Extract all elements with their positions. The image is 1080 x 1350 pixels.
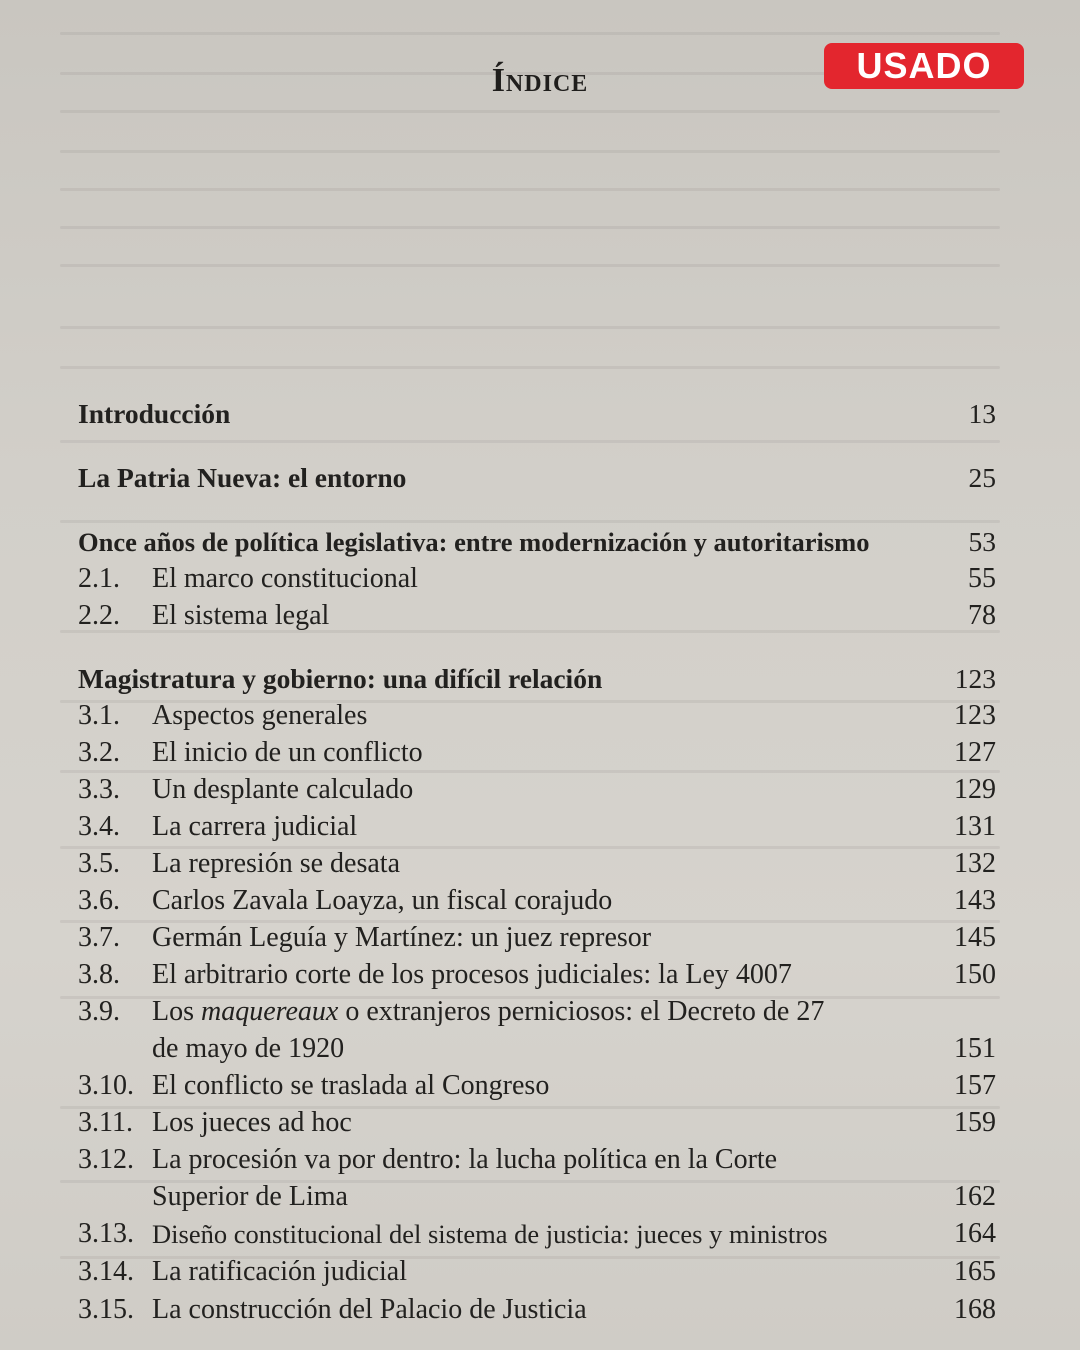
toc-page-number: 150 — [954, 959, 996, 990]
show-through-line — [60, 366, 1000, 369]
toc-page-number: 159 — [954, 1107, 996, 1138]
toc-label: La procesión va por dentro: la lucha política en la Corte — [152, 1144, 778, 1175]
toc-label-italic: maquereaux — [201, 996, 339, 1027]
toc-section-number: 3.7. — [78, 922, 120, 953]
toc-label-continuation: de mayo de 1920 — [152, 1033, 345, 1064]
toc-page-number: 143 — [954, 885, 996, 916]
toc-chapter — [78, 396, 996, 432]
toc-section — [78, 809, 996, 845]
toc-label: Carlos Zavala Loayza, un fiscal corajudo — [152, 885, 613, 916]
toc-section — [78, 735, 996, 771]
toc-label-part: o extranjeros perniciosos: el Decreto de 27 — [338, 996, 825, 1027]
toc-section — [78, 1292, 996, 1328]
toc-chapter — [78, 661, 996, 697]
show-through-line — [60, 32, 1000, 35]
toc-page-number: 123 — [954, 700, 996, 731]
toc-section — [78, 846, 996, 882]
toc-section — [78, 1105, 996, 1141]
toc-label: El inicio de un conflicto — [152, 737, 423, 768]
toc-section — [78, 994, 996, 1030]
toc-page-number: 151 — [954, 1033, 996, 1064]
toc-page-number: 145 — [954, 922, 996, 953]
used-badge: USADO — [824, 43, 1024, 89]
toc-section-number: 3.10. — [78, 1070, 134, 1101]
toc-label: El arbitrario corte de los procesos judiciales: la Ley 4007 — [152, 959, 792, 990]
toc-label: La Patria Nueva: el entorno — [78, 462, 407, 493]
toc-section-number: 3.14. — [78, 1256, 134, 1287]
toc-section-number: 3.1. — [78, 700, 120, 731]
toc-section — [78, 920, 996, 956]
toc-section-number: 3.15. — [78, 1294, 134, 1325]
toc-label: La ratificación judicial — [152, 1256, 407, 1287]
toc-label: Los jueces ad hoc — [152, 1107, 352, 1138]
toc-label: El sistema legal — [152, 600, 330, 631]
toc-section-number: 3.4. — [78, 811, 120, 842]
toc-section-number: 2.2. — [78, 600, 120, 631]
page-title: Índice — [491, 62, 589, 99]
toc-chapter — [78, 460, 996, 496]
toc-section — [78, 772, 996, 808]
show-through-line — [60, 520, 1000, 523]
show-through-line — [60, 110, 1000, 113]
toc-page-number: 53 — [968, 526, 996, 557]
toc-label-continuation: Superior de Lima — [152, 1181, 348, 1212]
toc-section-number: 3.6. — [78, 885, 120, 916]
toc-page-number: 127 — [954, 737, 996, 768]
toc-label: Germán Leguía y Martínez: un juez represor — [152, 922, 652, 953]
toc-label — [152, 994, 824, 1030]
toc-label: Introducción — [78, 398, 231, 429]
toc-section — [78, 561, 996, 597]
toc-page-number: 129 — [954, 774, 996, 805]
toc-section-number: 3.3. — [78, 774, 120, 805]
toc-label: Once años de política legislativa: entre modernización y autoritarismo — [78, 527, 870, 557]
toc-section — [78, 957, 996, 993]
toc-section-number: 3.2. — [78, 737, 120, 768]
toc-label: Magistratura y gobierno: una difícil relación — [78, 663, 603, 694]
show-through-line — [60, 264, 1000, 267]
toc-page-number: 165 — [954, 1256, 996, 1287]
toc-page-number: 162 — [954, 1181, 996, 1212]
toc-section-number: 2.1. — [78, 563, 120, 594]
toc-section-continuation — [78, 1179, 996, 1215]
toc-page-number: 131 — [954, 811, 996, 842]
toc-chapter — [78, 524, 996, 560]
toc-label: La carrera judicial — [152, 811, 358, 842]
toc-section-number: 3.9. — [78, 996, 120, 1027]
toc-label: El conflicto se traslada al Congreso — [152, 1070, 550, 1101]
toc-page-number: 13 — [968, 398, 996, 429]
toc-page-number: 132 — [954, 848, 996, 879]
toc-label: Diseño constitucional del sistema de justicia: jueces y ministros — [152, 1219, 828, 1249]
toc-page-number: 78 — [968, 600, 996, 631]
toc-label: Aspectos generales — [152, 700, 368, 731]
toc-section — [78, 598, 996, 634]
show-through-line — [60, 150, 1000, 153]
toc-page-number: 157 — [954, 1070, 996, 1101]
toc-section — [78, 1254, 996, 1290]
toc-label: La construcción del Palacio de Justicia — [152, 1294, 587, 1325]
toc-section-number: 3.13. — [78, 1218, 134, 1249]
toc-section-number: 3.12. — [78, 1144, 134, 1175]
toc-section — [78, 1142, 996, 1178]
toc-section — [78, 698, 996, 734]
toc-section — [78, 1216, 996, 1252]
toc-label: El marco constitucional — [152, 563, 418, 594]
toc-section — [78, 1068, 996, 1104]
toc-section-number: 3.8. — [78, 959, 120, 990]
show-through-line — [60, 326, 1000, 329]
toc-page-number: 123 — [954, 663, 996, 694]
show-through-line — [60, 188, 1000, 191]
toc-page-number: 25 — [968, 462, 996, 493]
show-through-line — [60, 226, 1000, 229]
toc-page-number: 55 — [968, 563, 996, 594]
toc-label: La represión se desata — [152, 848, 400, 879]
toc-section — [78, 883, 996, 919]
toc-label: Un desplante calculado — [152, 774, 414, 805]
toc-section-continuation — [78, 1031, 996, 1067]
toc-page-number: 164 — [954, 1218, 996, 1249]
show-through-line — [60, 440, 1000, 443]
toc-section-number: 3.5. — [78, 848, 120, 879]
toc-page-number: 168 — [954, 1294, 996, 1325]
toc-section-number: 3.11. — [78, 1107, 133, 1138]
toc-label-part: Los — [152, 996, 201, 1027]
